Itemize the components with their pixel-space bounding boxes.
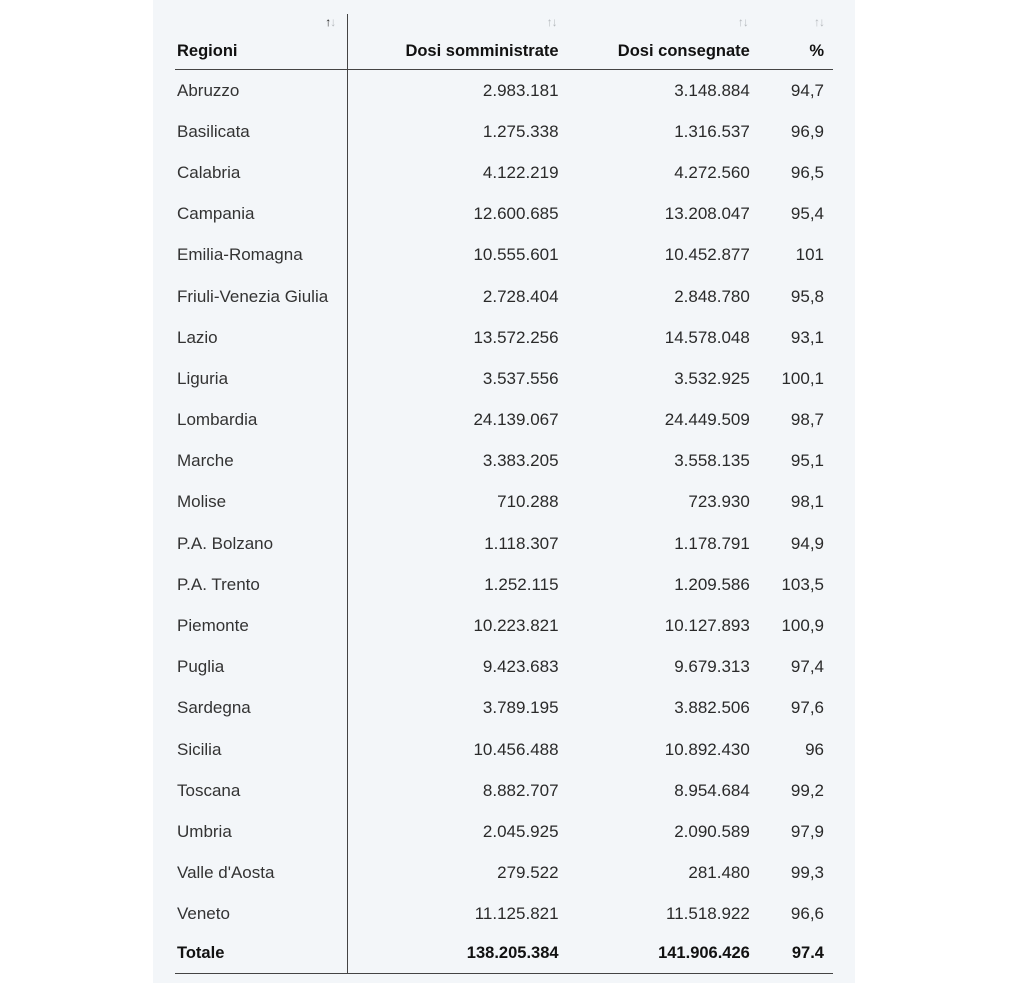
cell-administered: 10.456.488 — [473, 739, 559, 759]
sort-icon[interactable]: ↑↓ — [546, 15, 557, 29]
cell-percent: 96,5 — [790, 162, 824, 182]
cell-delivered: 24.449.509 — [664, 410, 750, 430]
table-row — [175, 194, 833, 235]
cell-administered: 12.600.685 — [473, 204, 559, 224]
cell-delivered: 14.578.048 — [664, 327, 750, 347]
cell-delivered: 281.480 — [688, 863, 750, 883]
table-row — [175, 605, 833, 646]
table-row — [175, 152, 833, 193]
column-header-dosi-consegnate[interactable] — [559, 14, 750, 70]
cell-administered: 1.275.338 — [482, 121, 559, 141]
cell-delivered: 723.930 — [688, 492, 750, 512]
cell-percent: 93,1 — [790, 327, 824, 347]
column-header-label: Regioni — [177, 42, 238, 60]
cell-administered: 13.572.256 — [473, 327, 559, 347]
cell-administered: 1.118.307 — [484, 533, 559, 553]
cell-region: Lombardia — [175, 400, 348, 441]
cell-delivered: 13.208.047 — [664, 204, 750, 224]
table-panel — [153, 0, 855, 983]
cell-region: Abruzzo — [175, 70, 348, 112]
sort-icon[interactable]: ↑↓ — [737, 15, 748, 29]
table-row — [175, 441, 833, 482]
cell-region: Emilia-Romagna — [175, 235, 348, 276]
vaccine-doses-table — [175, 14, 833, 974]
cell-region: Umbria — [175, 811, 348, 852]
cell-administered: 8.882.707 — [482, 780, 559, 800]
column-header-dosi-somministrate[interactable] — [348, 14, 559, 70]
column-header-label: Dosi somministrate — [405, 42, 559, 60]
cell-delivered: 1.209.586 — [674, 574, 750, 594]
cell-region: Lazio — [175, 317, 348, 358]
total-delivered: 141.906.426 — [559, 935, 750, 974]
table-row — [175, 523, 833, 564]
cell-administered: 24.139.067 — [473, 410, 559, 430]
cell-delivered: 11.518.922 — [666, 904, 750, 924]
cell-region: Sicilia — [175, 729, 348, 770]
cell-administered: 3.383.205 — [482, 451, 559, 471]
cell-delivered: 3.882.506 — [674, 698, 750, 718]
cell-administered: 2.983.181 — [482, 80, 559, 100]
cell-percent: 97,4 — [790, 657, 824, 677]
table-row — [175, 853, 833, 894]
cell-percent: 100,1 — [781, 368, 824, 388]
cell-delivered: 1.316.537 — [674, 121, 750, 141]
cell-delivered: 9.679.313 — [674, 657, 750, 677]
cell-percent: 94,7 — [790, 80, 824, 100]
cell-region: Friuli-Venezia Giulia — [175, 276, 348, 317]
table-header-row — [175, 14, 833, 70]
cell-administered: 2.728.404 — [482, 286, 559, 306]
cell-percent: 98,7 — [790, 410, 824, 430]
cell-region: Liguria — [175, 358, 348, 399]
cell-delivered: 10.892.430 — [664, 739, 750, 759]
cell-delivered: 3.148.884 — [674, 80, 750, 100]
column-header-label: Dosi consegnate — [617, 42, 750, 60]
cell-percent: 94,9 — [790, 533, 824, 553]
cell-region: P.A. Bolzano — [175, 523, 348, 564]
table-total-row — [175, 935, 833, 974]
cell-delivered: 3.558.135 — [674, 451, 750, 471]
total-administered: 138.205.384 — [348, 935, 559, 974]
cell-percent: 95,8 — [790, 286, 824, 306]
table-row — [175, 770, 833, 811]
cell-percent: 95,1 — [790, 451, 824, 471]
cell-region: Puglia — [175, 647, 348, 688]
cell-percent: 96,6 — [790, 904, 824, 924]
cell-region: Veneto — [175, 894, 348, 935]
total-percent: 97.4 — [750, 935, 833, 974]
cell-administered: 4.122.219 — [482, 162, 559, 182]
cell-region: Sardegna — [175, 688, 348, 729]
cell-percent: 101 — [795, 245, 824, 265]
cell-percent: 103,5 — [781, 574, 824, 594]
cell-administered: 10.223.821 — [473, 616, 559, 636]
cell-delivered: 10.452.877 — [664, 245, 750, 265]
table-row — [175, 70, 833, 112]
cell-administered: 2.045.925 — [482, 821, 559, 841]
cell-delivered: 1.178.791 — [674, 533, 750, 553]
cell-administered: 9.423.683 — [482, 657, 559, 677]
cell-administered: 11.125.821 — [474, 904, 559, 924]
table-row — [175, 276, 833, 317]
cell-region: Basilicata — [175, 111, 348, 152]
cell-percent: 99,3 — [790, 863, 824, 883]
cell-percent: 96,9 — [790, 121, 824, 141]
table-row — [175, 358, 833, 399]
table-row — [175, 482, 833, 523]
table-row — [175, 811, 833, 852]
cell-delivered: 2.090.589 — [674, 821, 750, 841]
cell-region: Molise — [175, 482, 348, 523]
cell-percent: 98,1 — [790, 492, 824, 512]
table-row — [175, 111, 833, 152]
cell-region: P.A. Trento — [175, 564, 348, 605]
total-label: Totale — [175, 935, 348, 974]
cell-region: Campania — [175, 194, 348, 235]
cell-delivered: 10.127.893 — [664, 616, 750, 636]
table-body — [175, 70, 833, 935]
cell-delivered: 8.954.684 — [674, 780, 750, 800]
table-row — [175, 647, 833, 688]
table-row — [175, 400, 833, 441]
table-row — [175, 235, 833, 276]
cell-percent: 100,9 — [781, 616, 824, 636]
cell-administered: 279.522 — [497, 863, 559, 883]
sort-icon[interactable]: ↑↓ — [814, 15, 824, 29]
table-row — [175, 564, 833, 605]
cell-region: Toscana — [175, 770, 348, 811]
cell-percent: 97,6 — [790, 698, 824, 718]
cell-administered: 3.537.556 — [482, 368, 559, 388]
cell-region: Calabria — [175, 152, 348, 193]
cell-percent: 99,2 — [790, 780, 824, 800]
table-row — [175, 729, 833, 770]
column-header-label: % — [809, 42, 824, 60]
sort-icon[interactable]: ↑↓ — [325, 15, 336, 29]
column-header-percent[interactable] — [750, 14, 833, 70]
table-row — [175, 688, 833, 729]
table-row — [175, 317, 833, 358]
cell-administered: 1.252.115 — [484, 574, 559, 594]
table-row — [175, 894, 833, 935]
cell-delivered: 2.848.780 — [674, 286, 750, 306]
cell-administered: 3.789.195 — [482, 698, 559, 718]
cell-administered: 710.288 — [497, 492, 559, 512]
cell-region: Marche — [175, 441, 348, 482]
cell-percent: 96 — [805, 739, 824, 759]
column-header-regioni[interactable] — [175, 14, 348, 70]
cell-administered: 10.555.601 — [473, 245, 559, 265]
cell-delivered: 4.272.560 — [674, 162, 750, 182]
cell-percent: 97,9 — [790, 821, 824, 841]
cell-region: Piemonte — [175, 605, 348, 646]
cell-region: Valle d'Aosta — [175, 853, 348, 894]
cell-delivered: 3.532.925 — [674, 368, 750, 388]
cell-percent: 95,4 — [790, 204, 824, 224]
